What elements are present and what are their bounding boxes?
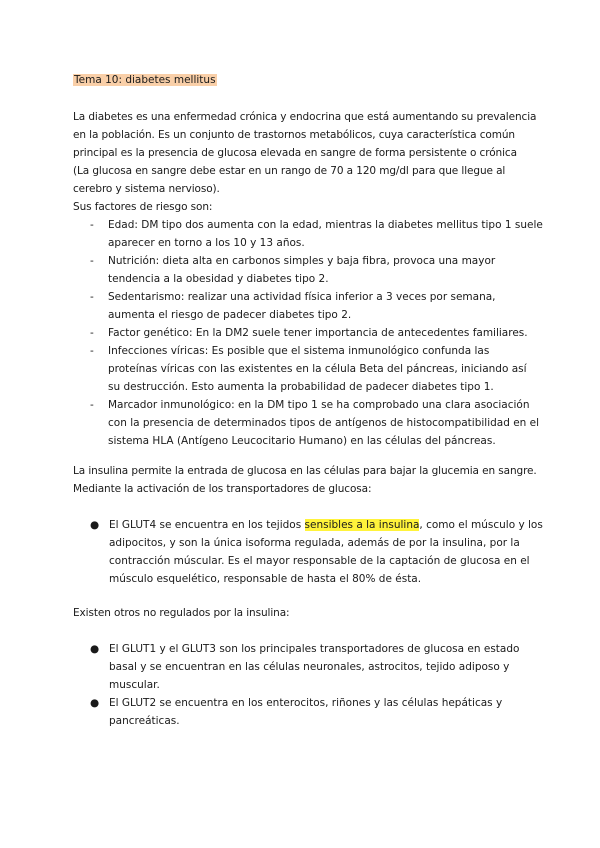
insulin-line: La insulina permite la entrada de glucosa en las células para bajar la glucemia en sangre. [73, 465, 537, 477]
dash-marker: - [90, 399, 94, 411]
glut4-text-before: El GLUT4 se encuentra en los tejidos [109, 519, 305, 531]
dash-marker: - [90, 219, 94, 231]
list-item-line: su destrucción. Esto aumenta la probabilidad de padecer diabetes tipo 1. [108, 381, 494, 393]
risk-factors-heading: Sus factores de riesgo son: [73, 201, 213, 213]
list-item [73, 288, 543, 324]
document-title [73, 72, 217, 89]
list-item-line: Infecciones víricas: Es posible que el sistema inmunológico confunda las [108, 345, 490, 357]
intro-line: (La glucosa en sangre debe estar en un rango de 70 a 120 mg/dl para que llegue al [73, 165, 506, 177]
list-item-line: Edad: DM tipo dos aumenta con la edad, mientras la diabetes mellitus tipo 1 suele [108, 219, 543, 231]
highlighted-text: sensibles a la insulina [304, 519, 420, 531]
risk-factors-list [73, 216, 543, 450]
intro-line: en la población. Es un conjunto de trastornos metabólicos, cuya característica común [73, 129, 515, 141]
insulin-line: Mediante la activación de los transportadores de glucosa: [73, 483, 372, 495]
bullet-marker: ● [90, 697, 100, 709]
list-item [73, 396, 543, 450]
list-item-line: adipocitos, y son la única isoforma regulada, además de por la insulina, por la [109, 537, 520, 549]
list-item-line: Factor genético: En la DM2 suele tener importancia de antecedentes familiares. [108, 327, 528, 339]
list-item [73, 640, 543, 694]
list-item-line: músculo esquelético, responsable de hasta el 80% de ésta. [109, 573, 422, 585]
intro-line: cerebro y sistema nervioso). [73, 183, 220, 195]
list-item-line: con la presencia de determinados tipos de antígenos de histocompatibilidad en el [108, 417, 540, 429]
bullet-marker: ● [90, 519, 100, 531]
list-item-line: contracción múscular. Es el mayor responsable de la captación de glucosa en el [109, 555, 530, 567]
intro-line: La diabetes es una enfermedad crónica y endocrina que está aumentando su prevalencia [73, 111, 537, 123]
dash-marker: - [90, 255, 94, 267]
list-item-line [109, 516, 543, 534]
list-item [73, 324, 543, 342]
dash-marker: - [90, 291, 94, 303]
dash-marker: - [90, 345, 94, 357]
list-item [73, 342, 543, 396]
list-item-line: Sedentarismo: realizar una actividad física inferior a 3 veces por semana, [108, 291, 496, 303]
list-item-line: El GLUT2 se encuentra en los enterocitos, riñones y las células hepáticas y [109, 697, 503, 709]
glut4-text-after: , como el músculo y los [419, 519, 543, 531]
title-highlight: Tema 10: diabetes mellitus [74, 74, 216, 86]
list-item-line: Marcador inmunológico: en la DM tipo 1 se ha comprobado una clara asociación [108, 399, 530, 411]
list-item [73, 216, 543, 252]
list-item-line: Nutrición: dieta alta en carbonos simples y baja fibra, provoca una mayor [108, 255, 496, 267]
list-item-line: El GLUT1 y el GLUT3 son los principales transportadores de glucosa en estado [109, 643, 520, 655]
insulin-paragraph [73, 462, 543, 498]
list-item [73, 252, 543, 288]
list-item-line: aumenta el riesgo de padecer diabetes tipo 2. [108, 309, 352, 321]
list-item-line: proteínas víricas con las existentes en la célula Beta del páncreas, iniciando así [108, 363, 527, 375]
list-item-line: sistema HLA (Antígeno Leucocitario Humano) en las células del páncreas. [108, 435, 496, 447]
glut-other-list [73, 640, 543, 730]
list-item-line: pancreáticas. [109, 715, 180, 727]
list-item-line: tendencia a la obesidad y diabetes tipo 2. [108, 273, 329, 285]
list-item-line: basal y se encuentran en las células neuronales, astrocitos, tejido adiposo y [109, 661, 510, 673]
not-regulated-heading: Existen otros no regulados por la insulina: [73, 607, 290, 619]
bullet-marker: ● [90, 643, 100, 655]
glut4-list [73, 516, 543, 588]
list-item-line: muscular. [109, 679, 160, 691]
intro-paragraph [73, 108, 543, 216]
list-item-line: aparecer en torno a los 10 y 13 años. [108, 237, 305, 249]
list-item [73, 694, 543, 730]
dash-marker: - [90, 327, 94, 339]
intro-line: principal es la presencia de glucosa elevada en sangre de forma persistente o crónica [73, 147, 517, 159]
list-item [73, 516, 543, 588]
